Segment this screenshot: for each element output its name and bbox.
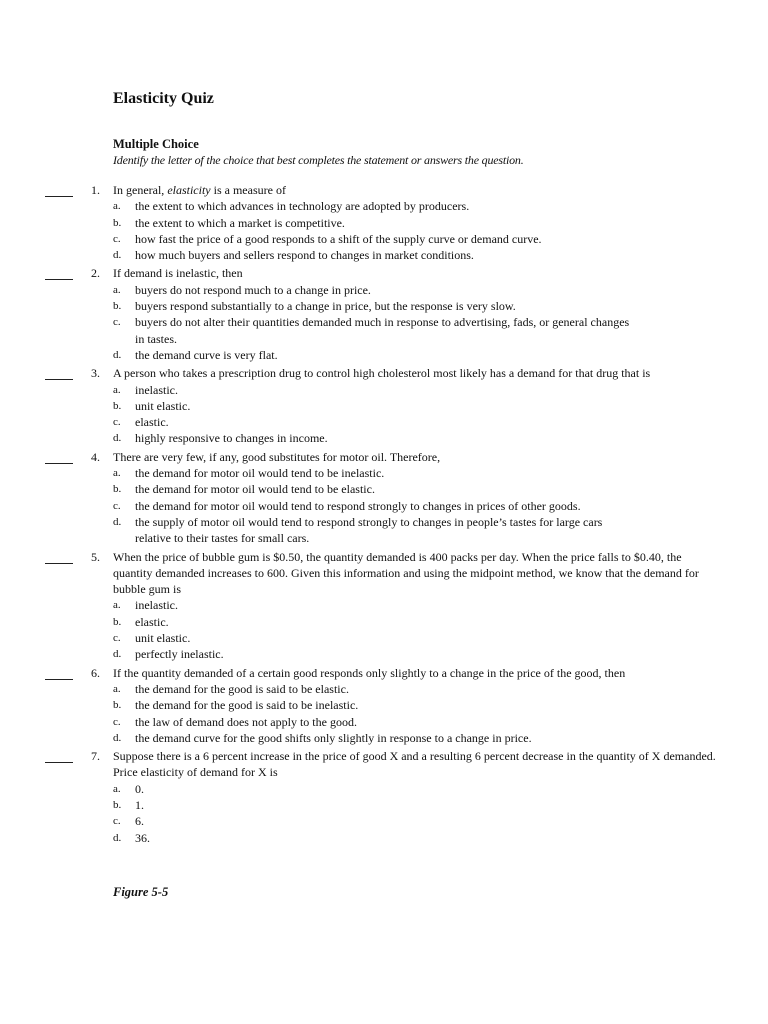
choice-list: [0, 282, 768, 363]
answer-blank[interactable]: [45, 665, 73, 680]
answer-choice: [113, 597, 635, 613]
question-item: [0, 265, 768, 363]
choice-letter: b.: [113, 300, 122, 313]
answer-choice: [113, 697, 635, 713]
choice-text: the demand for the good is said to be inelastic.: [135, 698, 359, 713]
choice-text: buyers do not alter their quantities demanded much in response to advertising, fads, or general changes in tastes.: [135, 315, 630, 346]
page-title: Elasticity Quiz: [113, 90, 214, 107]
answer-choice: [113, 398, 635, 414]
answer-choice: [113, 481, 635, 497]
choice-text: inelastic.: [135, 598, 178, 613]
answer-choice: [113, 514, 635, 547]
question-stem: [113, 748, 723, 781]
choice-letter: a.: [113, 200, 121, 213]
choice-letter: c.: [113, 316, 121, 329]
choice-text: buyers do not respond much to a change in price.: [135, 282, 371, 297]
answer-choice: [113, 730, 635, 746]
answer-choice: [113, 714, 635, 730]
choice-letter: a.: [113, 599, 121, 612]
answer-choice: [113, 681, 635, 697]
answer-choice: [113, 298, 635, 314]
answer-choice: [113, 430, 635, 446]
answer-choice: [113, 247, 635, 263]
choice-text: elastic.: [135, 415, 169, 430]
question-list: [0, 182, 768, 848]
answer-choice: [113, 498, 635, 514]
choice-letter: d.: [113, 731, 122, 744]
answer-blank[interactable]: [45, 365, 73, 380]
choice-text: how much buyers and sellers respond to changes in market conditions.: [135, 248, 474, 263]
question-item: [0, 665, 768, 746]
answer-choice: [113, 465, 635, 481]
choice-letter: d.: [113, 515, 122, 528]
choice-letter: d.: [113, 348, 122, 361]
choice-letter: c.: [113, 416, 121, 429]
choice-list: [0, 781, 768, 846]
choice-letter: c.: [113, 815, 121, 828]
choice-text: the demand curve is very flat.: [135, 347, 278, 362]
section-heading: Multiple Choice: [113, 137, 199, 151]
question-item: [0, 182, 768, 263]
choice-letter: d.: [113, 831, 122, 844]
stem-text: If demand is inelastic, then: [113, 266, 243, 281]
choice-list: [0, 597, 768, 662]
choice-letter: a.: [113, 467, 121, 480]
choice-text: the demand for motor oil would tend to respond strongly to changes in prices of other goods.: [135, 498, 581, 513]
answer-blank[interactable]: [45, 182, 73, 197]
choice-list: [0, 382, 768, 447]
choice-letter: a.: [113, 682, 121, 695]
choice-list: [0, 198, 768, 263]
choice-text: unit elastic.: [135, 398, 191, 413]
choice-letter: b.: [113, 483, 122, 496]
answer-choice: [113, 215, 635, 231]
choice-text: highly responsive to changes in income.: [135, 431, 328, 446]
answer-blank[interactable]: [45, 549, 73, 564]
choice-text: the demand for the good is said to be elastic.: [135, 681, 349, 696]
choice-text: the demand curve for the good shifts only slightly in response to a change in price.: [135, 730, 532, 745]
choice-letter: b.: [113, 699, 122, 712]
choice-list: [0, 681, 768, 746]
question-item: [0, 449, 768, 547]
choice-list: [0, 465, 768, 546]
stem-text: There are very few, if any, good substitutes for motor oil. Therefore,: [113, 449, 441, 464]
answer-choice: [113, 830, 635, 846]
question-number: 2.: [91, 266, 100, 281]
question-number: 1.: [91, 183, 100, 197]
choice-letter: a.: [113, 383, 121, 396]
answer-choice: [113, 231, 635, 247]
question-stem: [113, 265, 723, 281]
question-item: [0, 365, 768, 446]
stem-term: elasticity: [167, 183, 211, 197]
question-stem: [113, 365, 723, 381]
answer-choice: [113, 630, 635, 646]
choice-text: the supply of motor oil would tend to respond strongly to changes in people’s tastes for large cars relative to their tastes for small cars.: [135, 514, 603, 546]
choice-text: the extent to which advances in technology are adopted by producers.: [135, 199, 470, 214]
question-stem: [113, 449, 723, 465]
answer-choice: [113, 813, 635, 829]
choice-letter: b.: [113, 399, 122, 412]
question-number: 4.: [91, 449, 100, 464]
answer-blank[interactable]: [45, 265, 73, 280]
question-item: [0, 748, 768, 846]
choice-text: the demand for motor oil would tend to be elastic.: [135, 482, 375, 497]
answer-choice: [113, 781, 635, 797]
choice-text: inelastic.: [135, 382, 178, 397]
stem-text: If the quantity demanded of a certain good responds only slightly to a change in the price of the good, then: [113, 665, 626, 680]
question-number: 7.: [91, 749, 100, 764]
choice-text: how fast the price of a good responds to a shift of the supply curve or demand curve.: [135, 231, 542, 246]
answer-choice: [113, 314, 635, 347]
question-stem: [113, 549, 723, 598]
choice-text: the extent to which a market is competitive.: [135, 215, 345, 230]
answer-choice: [113, 282, 635, 298]
question-stem: [113, 665, 723, 681]
answer-choice: [113, 646, 635, 662]
choice-letter: b.: [113, 615, 122, 628]
question-number: 5.: [91, 549, 100, 564]
answer-choice: [113, 347, 635, 363]
choice-letter: c.: [113, 232, 121, 245]
choice-text: perfectly inelastic.: [135, 647, 224, 662]
stem-text: When the price of bubble gum is $0.50, the quantity demanded is 400 packs per day. When the price falls to $0.40, the quantity demanded increases to 600. Given this information and using the midpoint method, we know that the demand for bubble gum is: [113, 549, 699, 597]
choice-text: unit elastic.: [135, 631, 191, 646]
stem-text: In general,: [113, 183, 168, 197]
question-number: 6.: [91, 665, 100, 680]
answer-choice: [113, 797, 635, 813]
stem-text: Suppose there is a 6 percent increase in the price of good X and a resulting 6 percent decrease in the quantity of X demanded. Price elasticity of demand for X is: [113, 749, 716, 780]
question-number: 3.: [91, 366, 100, 381]
instructions-text: Identify the letter of the choice that best completes the statement or answers the question.: [113, 153, 524, 167]
choice-letter: b.: [113, 216, 122, 229]
choice-text: 6.: [135, 814, 144, 829]
choice-text: elastic.: [135, 614, 169, 629]
choice-letter: b.: [113, 798, 122, 811]
answer-blank[interactable]: [45, 449, 73, 464]
question-item: [0, 549, 768, 663]
choice-letter: a.: [113, 782, 121, 795]
choice-letter: c.: [113, 632, 121, 645]
figure-label: Figure 5-5: [113, 885, 169, 899]
answer-blank[interactable]: [45, 748, 73, 763]
question-stem: [113, 182, 723, 198]
choice-letter: c.: [113, 715, 121, 728]
stem-text: A person who takes a prescription drug to control high cholesterol most likely has a demand for that drug that is: [113, 366, 651, 381]
stem-text-continued: is a measure of: [210, 183, 286, 197]
choice-letter: a.: [113, 283, 121, 296]
choice-letter: d.: [113, 648, 122, 661]
choice-text: the law of demand does not apply to the good.: [135, 714, 357, 729]
choice-text: 1.: [135, 797, 144, 812]
choice-text: the demand for motor oil would tend to be inelastic.: [135, 466, 385, 481]
choice-letter: c.: [113, 499, 121, 512]
choice-text: 0.: [135, 781, 144, 796]
answer-choice: [113, 382, 635, 398]
answer-choice: [113, 414, 635, 430]
choice-text: buyers respond substantially to a change in price, but the response is very slow.: [135, 299, 516, 314]
choice-letter: d.: [113, 432, 122, 445]
choice-letter: d.: [113, 249, 122, 262]
answer-choice: [113, 198, 635, 214]
answer-choice: [113, 614, 635, 630]
choice-text: 36.: [135, 830, 150, 845]
